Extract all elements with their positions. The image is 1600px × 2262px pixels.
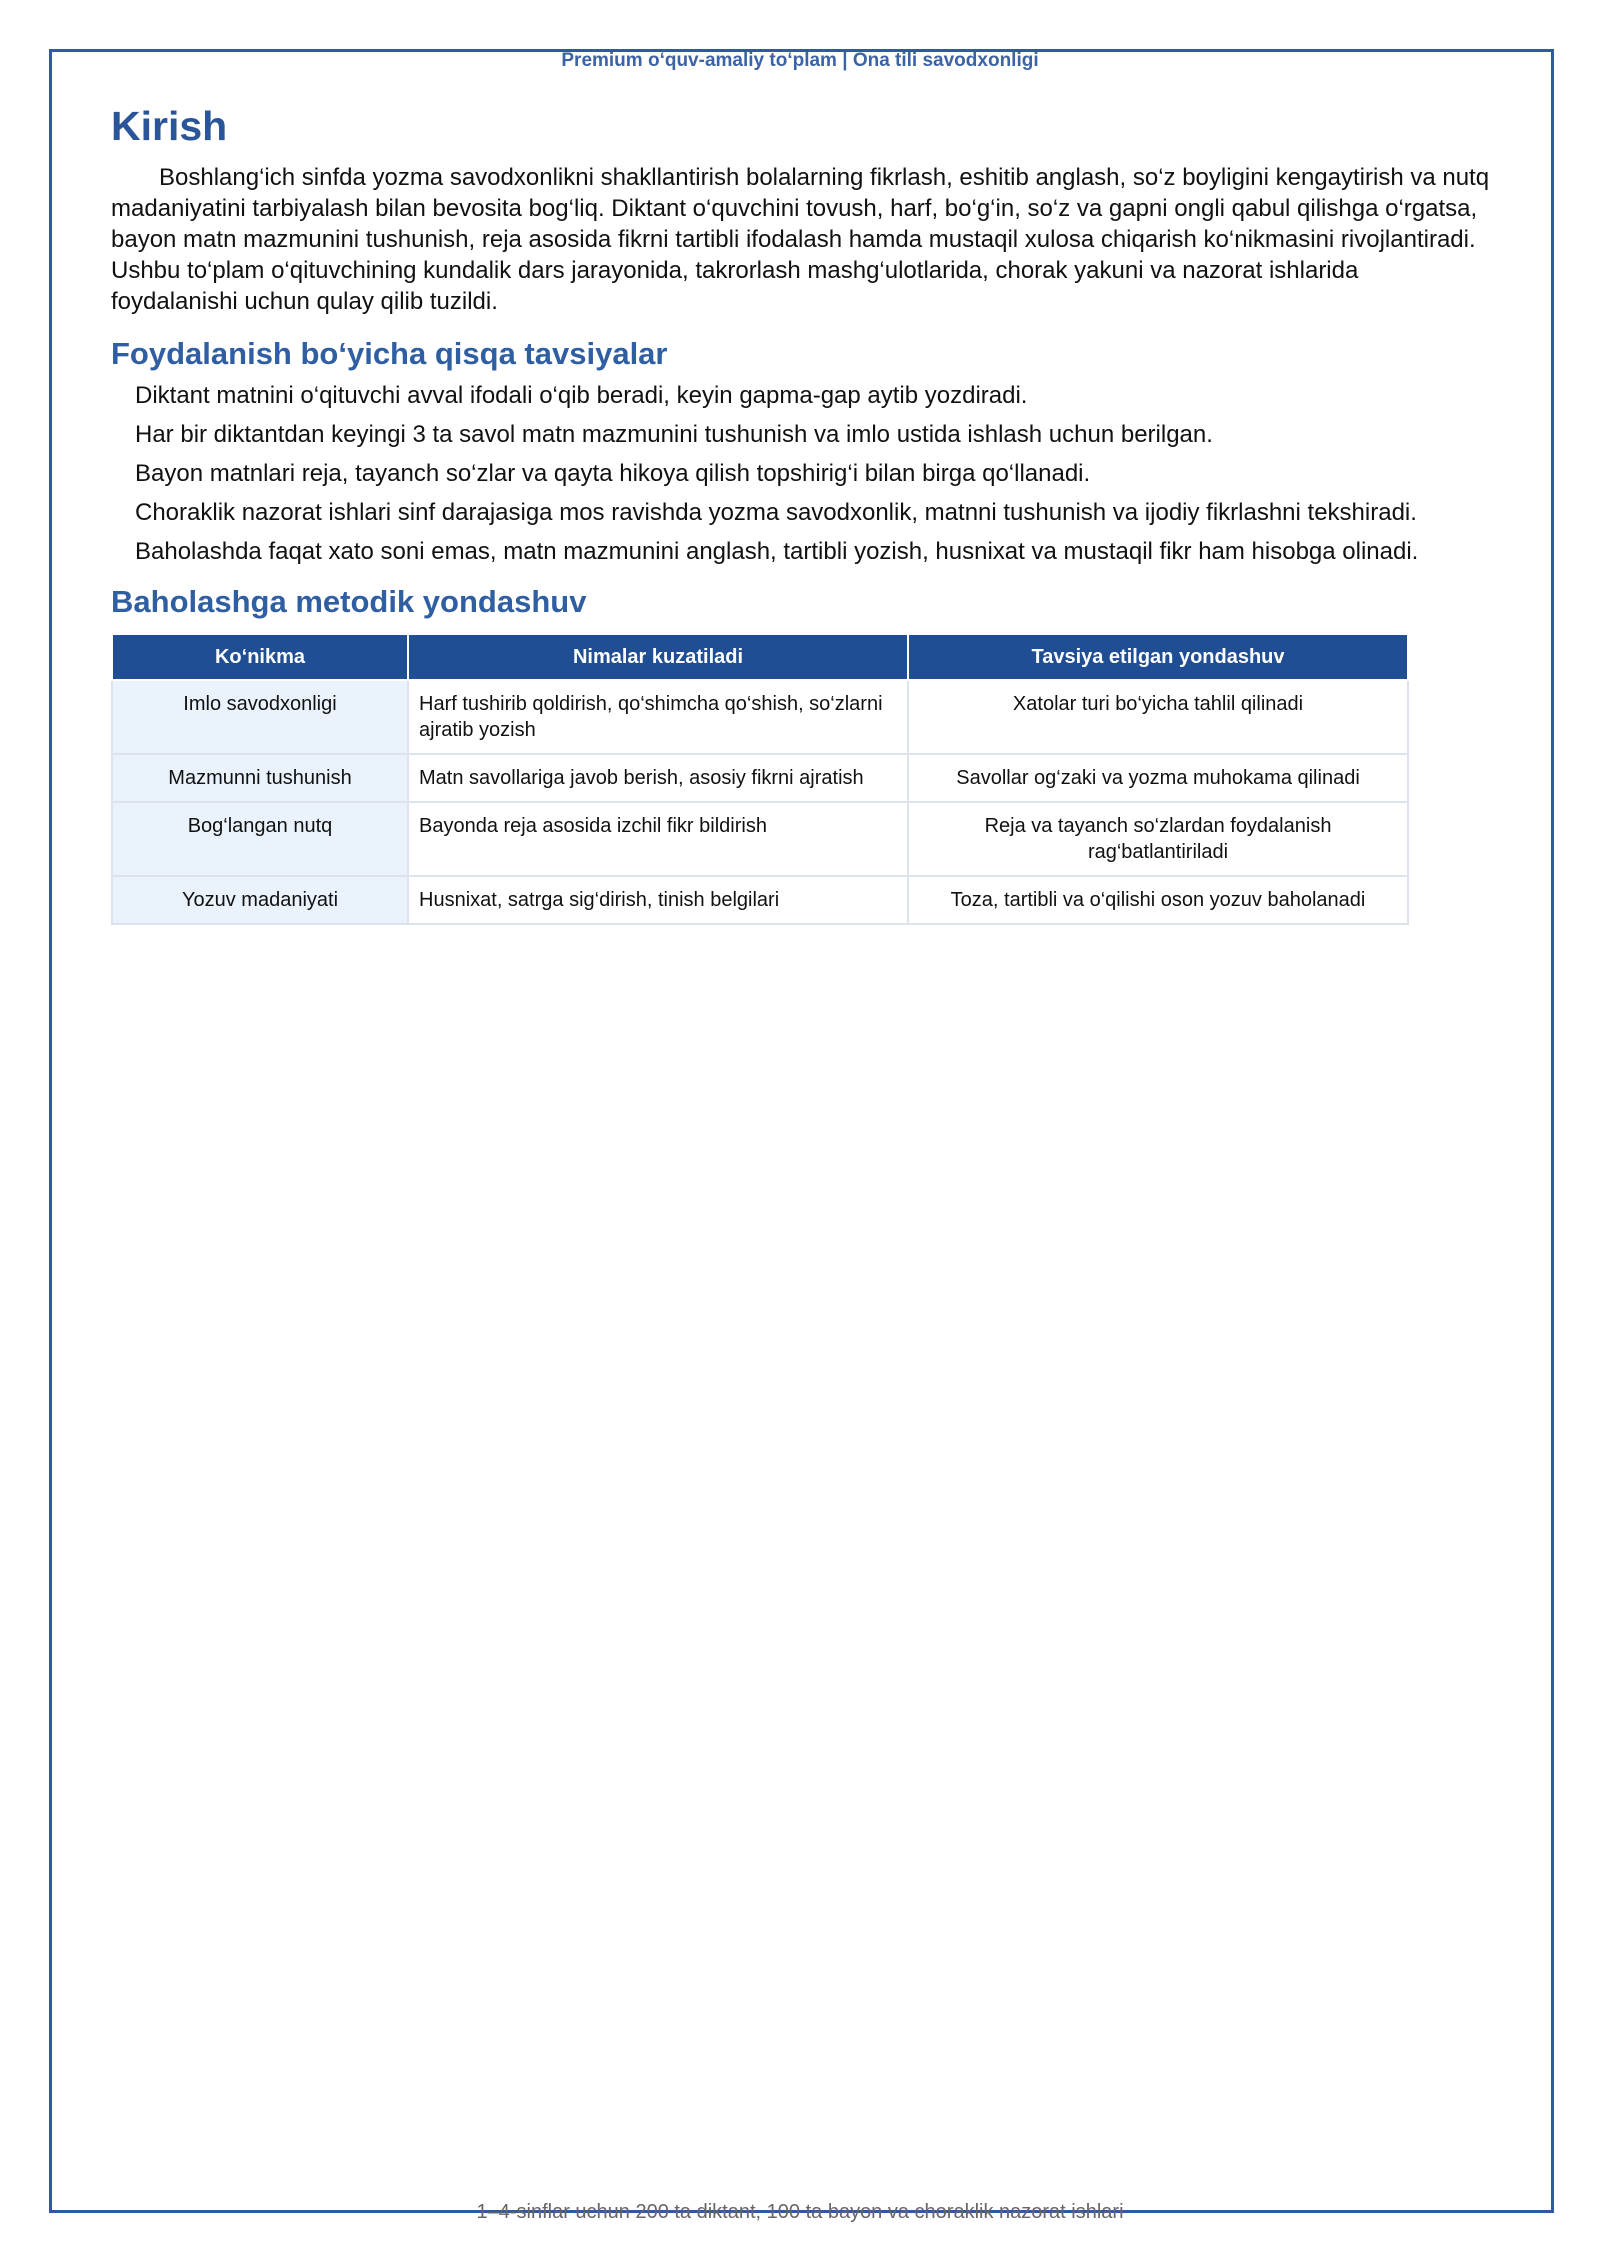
recommendations-heading: Foydalanish bo‘yicha qisqa tavsiyalar: [111, 336, 668, 371]
table-row: [112, 754, 1408, 802]
list-item: Baholashda faqat xato soni emas, matn mazmunini anglash, tartibli yozish, husnixat va mustaqil fikr ham hisobga olinadi.: [135, 538, 1419, 565]
approach-cell: Toza, tartibli va o‘qilishi oson yozuv baholanadi: [908, 876, 1408, 924]
observed-cell: Bayonda reja asosida izchil fikr bildirish: [408, 802, 908, 876]
list-item: Har bir diktantdan keyingi 3 ta savol matn mazmunini tushunish va imlo ustida ishlash uchun berilgan.: [135, 421, 1213, 448]
skill-cell: Bog‘langan nutq: [112, 802, 408, 876]
table-header-row: [112, 634, 1408, 680]
skill-cell: Yozuv madaniyati: [112, 876, 408, 924]
column-header-observed: Nimalar kuzatiladi: [408, 634, 908, 680]
observed-cell: Harf tushirib qoldirish, qo‘shimcha qo‘shish, so‘zlarni ajratib yozish: [408, 680, 908, 754]
approach-cell: Savollar og‘zaki va yozma muhokama qilinadi: [908, 754, 1408, 802]
skill-cell: Mazmunni tushunish: [112, 754, 408, 802]
approach-cell: Xatolar turi bo‘yicha tahlil qilinadi: [908, 680, 1408, 754]
recommendations-list: [111, 381, 1491, 567]
observed-cell: Husnixat, satrga sig‘dirish, tinish belgilari: [408, 876, 908, 924]
column-header-skill: Ko‘nikma: [112, 634, 408, 680]
page-content: [111, 102, 1491, 925]
running-header: Premium o‘quv-amaliy to‘plam | Ona tili savodxonligi: [561, 50, 1039, 71]
table-row: [112, 802, 1408, 876]
intro-heading: Kirish: [111, 103, 228, 149]
list-item: Bayon matnlari reja, tayanch so‘zlar va qayta hikoya qilish topshirig‘i bilan birga qo‘llanadi.: [135, 460, 1091, 487]
skill-cell: Imlo savodxonligi: [112, 680, 408, 754]
intro-paragraph: Boshlang‘ich sinfda yozma savodxonlikni shakllantirish bolalarning fikrlash, eshitib anglash, so‘z boyligini kengaytirish va nutq madaniyatini tarbiyalash bilan bevosita bog‘liq. Diktant o‘quvchini tovush, harf, bo‘g‘in, so‘z va gapni ongli qabul qilishga o‘rgatsa, bayon matn mazmunini tushunish, reja asosida fikrni tartibli ifodalash hamda mustaqil xulosa chiqarish ko‘nikmasini rivojlantiradi. Ushbu to‘plam o‘qituvchining kundalik dars jarayonida, takrorlash mashg‘ulotlarida, chorak yakuni va nazorat ishlarida foydalanishi uchun qulay qilib tuzildi.: [111, 164, 1490, 315]
assessment-heading: Baholashga metodik yondashuv: [111, 584, 587, 619]
table-row: [112, 876, 1408, 924]
observed-cell: Matn savollariga javob berish, asosiy fikrni ajratish: [408, 754, 908, 802]
table-row: [112, 680, 1408, 754]
column-header-approach: Tavsiya etilgan yondashuv: [908, 634, 1408, 680]
list-item: Choraklik nazorat ishlari sinf darajasiga mos ravishda yozma savodxonlik, matnni tushunish va ijodiy fikrlashni tekshiradi.: [135, 499, 1417, 526]
list-item: Diktant matnini o‘qituvchi avval ifodali o‘qib beradi, keyin gapma-gap aytib yozdiradi.: [135, 382, 1028, 409]
approach-cell: Reja va tayanch so‘zlardan foydalanish rag‘batlantiriladi: [908, 802, 1408, 876]
running-footer: 1–4-sinflar uchun 200 ta diktant, 100 ta bayon va choraklik nazorat ishlari: [476, 2201, 1124, 2223]
assessment-table: [111, 633, 1409, 925]
